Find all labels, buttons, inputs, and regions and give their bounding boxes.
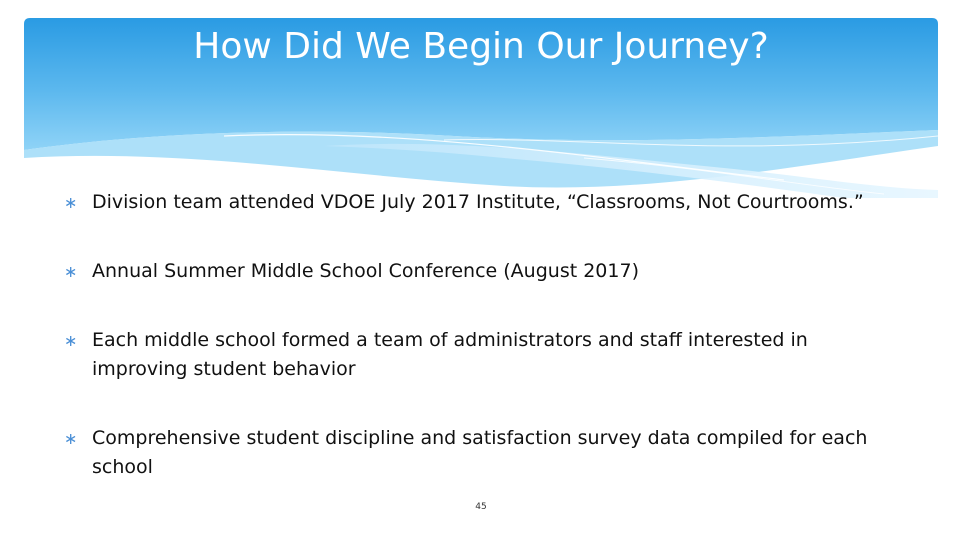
bullet-text: Comprehensive student discipline and satisfaction survey data compiled for each school	[92, 427, 868, 478]
asterisk-icon: ∗	[64, 331, 78, 350]
bullet-text: Division team attended VDOE July 2017 Institute, “Classrooms, Not Courtrooms.”	[92, 191, 864, 213]
bullet-item	[64, 188, 884, 217]
bullet-text: Each middle school formed a team of administrators and staff interested in improving student behavior	[92, 329, 808, 380]
bullet-item	[64, 424, 884, 482]
page-number: 45	[475, 502, 487, 512]
asterisk-icon: ∗	[64, 193, 78, 212]
bullet-list	[64, 188, 884, 522]
bullet-item	[64, 257, 884, 286]
bullet-text: Annual Summer Middle School Conference (August 2017)	[92, 260, 639, 282]
slide-title: How Did We Begin Our Journey?	[193, 26, 769, 67]
asterisk-icon: ∗	[64, 262, 78, 281]
asterisk-icon: ∗	[64, 429, 78, 448]
bullet-item	[64, 326, 884, 384]
